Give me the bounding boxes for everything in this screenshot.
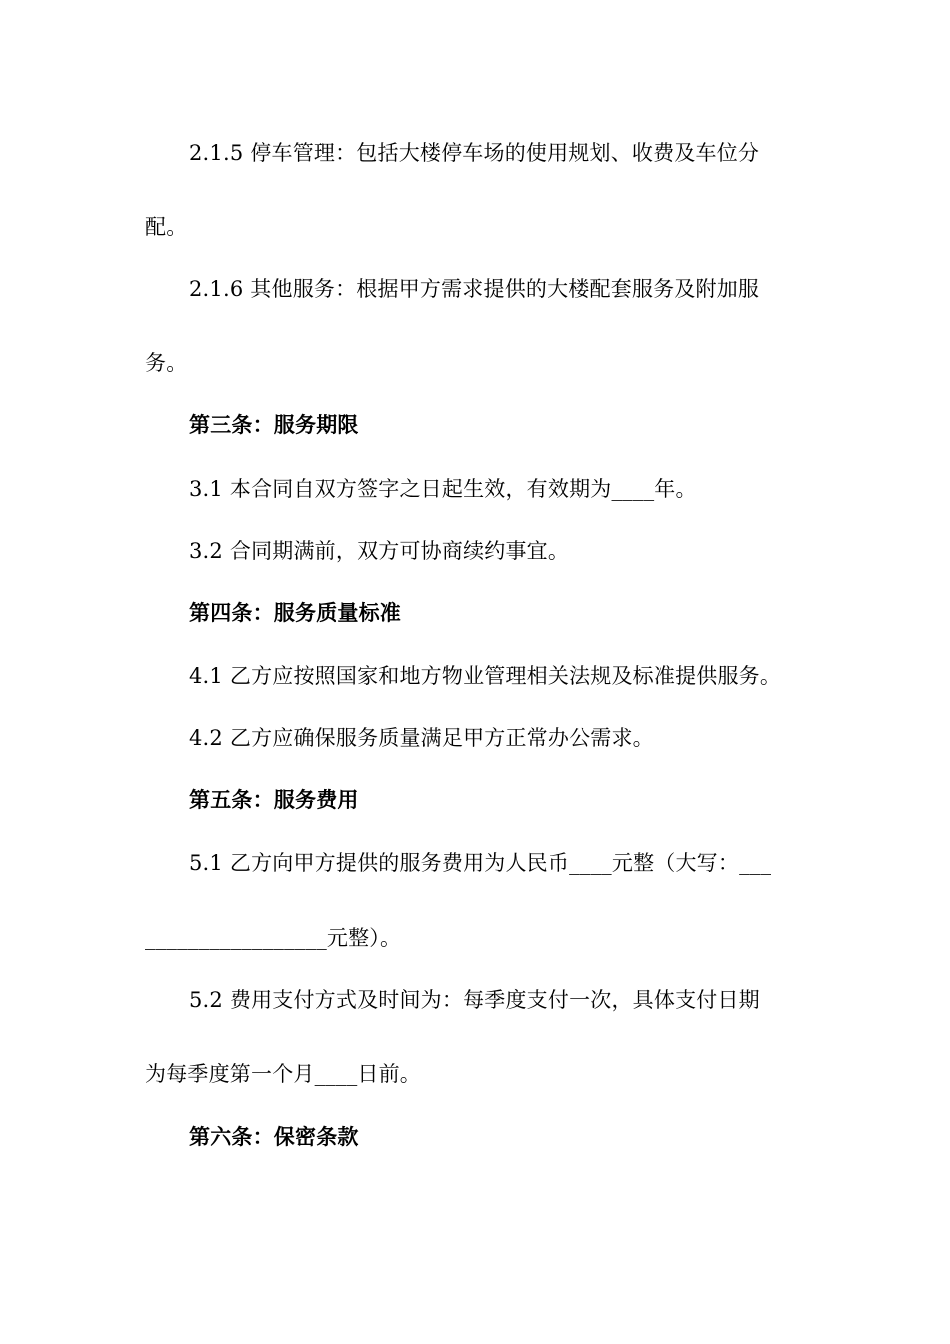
clause-5-2-line-2: 为每季度第一个月____日前。 (145, 1062, 421, 1086)
clause-2-1-6-line-2: 务。 (145, 351, 188, 375)
clause-3-1: 3.1 本合同自双方签字之日起生效，有效期为____年。 (189, 477, 697, 501)
section-heading-4: 第四条：服务质量标准 (189, 600, 401, 625)
section-heading-5: 第五条：服务费用 (189, 787, 359, 812)
clause-3-2: 3.2 合同期满前，双方可协商续约事宜。 (189, 539, 570, 563)
clause-5-2-line-1: 5.2 费用支付方式及时间为：每季度支付一次，具体支付日期 (189, 988, 760, 1012)
clause-5-1-line-1: 5.1 乙方向甲方提供的服务费用为人民币____元整（大写：___ (189, 851, 772, 875)
clause-5-1-line-2: _________________元整）。 (145, 926, 402, 950)
clause-4-1: 4.1 乙方应按照国家和地方物业管理相关法规及标准提供服务。 (189, 664, 782, 688)
clause-2-1-6-line-1: 2.1.6 其他服务：根据甲方需求提供的大楼配套服务及附加服 (189, 277, 760, 301)
clause-4-2: 4.2 乙方应确保服务质量满足甲方正常办公需求。 (189, 726, 654, 750)
section-heading-3: 第三条：服务期限 (189, 412, 359, 437)
clause-2-1-5-line-1: 2.1.5 停车管理：包括大楼停车场的使用规划、收费及车位分 (189, 141, 760, 165)
clause-2-1-5-line-2: 配。 (145, 215, 188, 239)
section-heading-6: 第六条：保密条款 (189, 1124, 359, 1149)
